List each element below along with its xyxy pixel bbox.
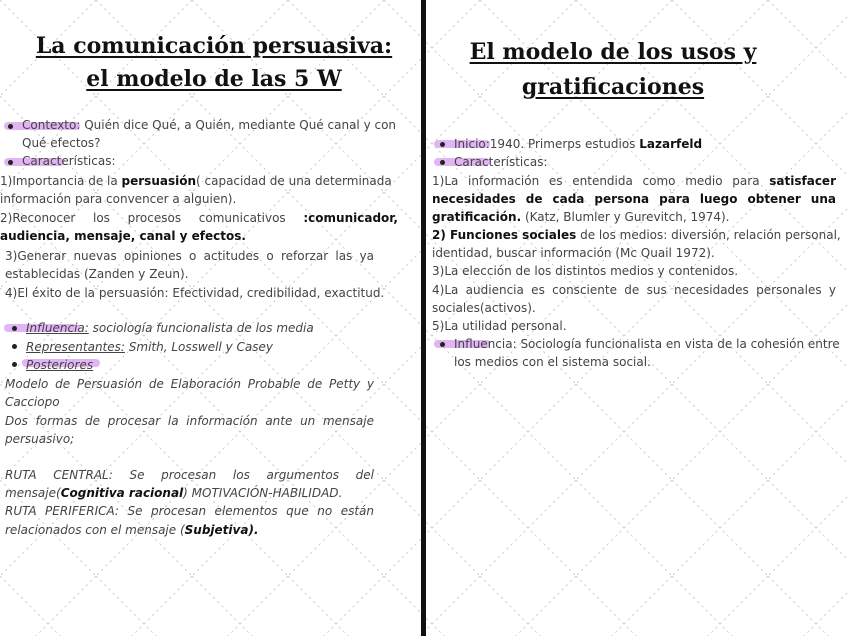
ruta-periferica-line-2 (5, 521, 259, 539)
right-punto-2-bold: Funciones sociales (450, 228, 577, 242)
inicio-item (454, 135, 702, 153)
right-punto-5: 5)La utilidad personal. (432, 319, 567, 333)
right-punto-2-line-2: identidad, buscar información (Mc Quail 1972). (432, 246, 715, 260)
left-title-line-1: La comunicación persuasiva: (35, 33, 393, 59)
inicio-bold: Lazarfeld (639, 137, 703, 151)
ruta-periferica-bold: Subjetiva). (184, 523, 259, 537)
right-punto-2-num: 2) (432, 228, 451, 242)
right-title-line-2: gratificaciones (521, 74, 705, 100)
bullet-icon (440, 342, 445, 347)
influencia-label: Influencia: (26, 321, 89, 335)
punto-1-text-a: 1)Importancia de la (0, 174, 122, 188)
punto-3: 3)Generar nuevas opiniones o actitudes o reforzar las ya (5, 249, 374, 263)
ruta-central-line-1: RUTA CENTRAL: Se procesan los argumentos del (5, 468, 374, 482)
right-punto-4-line-2: sociales(activos). (432, 301, 536, 315)
posteriores-item: Posteriores (26, 358, 94, 372)
punto-2-line-2: audiencia, mensaje, canal y efectos. (0, 229, 246, 243)
ruta-periferica-line-1: RUTA PERIFERICA: Se procesan elementos que no están (5, 504, 374, 518)
right-punto-3: 3)La elección de los distintos medios y contenidos. (432, 264, 739, 278)
left-title-line-2: el modelo de las 5 W (86, 66, 342, 92)
contexto-line-2: Qué efectos? (22, 136, 101, 150)
modelo-line-2: Cacciopo (5, 395, 60, 409)
bullet-icon (12, 326, 17, 331)
right-punto-2 (432, 226, 841, 244)
ruta-periferica-text-a: relacionados con el mensaje ( (5, 523, 185, 537)
right-punto-1-bold: satisfacer (769, 174, 836, 188)
right-title (432, 35, 794, 105)
influencia-text: sociología funcionalista de los media (88, 321, 314, 335)
right-punto-1-text-a: 1)La información es entendida como medio para (432, 174, 770, 188)
punto-4: 4)El éxito de la persuasión: Efectividad, credibilidad, exactitud. (5, 286, 385, 300)
punto-2 (0, 209, 398, 227)
punto-2-text-a: 2)Reconocer los procesos comunicativos (0, 211, 304, 225)
right-punto-1 (432, 172, 836, 190)
right-punto-1-bold-2: gratificación. (432, 210, 522, 224)
representantes-item (26, 338, 273, 356)
influencia-item (26, 319, 314, 337)
right-punto-2-text: de los medios: diversión, relación personal, (576, 228, 841, 242)
punto-1-line-2: información para convencer a alguien). (0, 192, 237, 206)
ruta-central-text-c: ) MOTIVACIÓN-HABILIDAD. (183, 486, 343, 500)
punto-1-bold: persuasión (121, 174, 197, 188)
representantes-label: Representantes: (26, 340, 125, 354)
right-influencia-line-2: los medios con el sistema social. (454, 355, 651, 369)
ruta-central-line-2 (5, 484, 342, 502)
right-punto-1-citation: (Katz, Blumler y Gurevitch, 1974). (521, 210, 730, 224)
right-punto-4: 4)La audiencia es consciente de sus necesidades personales y (432, 283, 836, 297)
punto-1 (0, 172, 392, 190)
bullet-icon (8, 124, 13, 129)
dos-formas-line-1: Dos formas de procesar la información ante un mensaje (5, 414, 374, 428)
bullet-icon (440, 142, 445, 147)
punto-2-bold: :comunicador, (303, 211, 398, 225)
contexto-line-1: Contexto: Quién dice Qué, a Quién, mediante Qué canal y con (22, 118, 397, 132)
ruta-central-text-a: mensaje( (5, 486, 61, 500)
caracteristicas-label: Características: (22, 154, 116, 168)
bullet-icon (440, 160, 445, 165)
right-influencia-line-1: Influencia: Sociología funcionalista en vista de la cohesión entre (454, 337, 840, 351)
punto-1-text-c: ( capacidad de una determinada (196, 174, 392, 188)
left-title (0, 30, 428, 96)
right-punto-1-line-3 (432, 208, 730, 226)
right-column (432, 0, 841, 636)
left-column (0, 0, 412, 636)
ruta-central-bold: Cognitiva racional (60, 486, 184, 500)
punto-3-line-2: establecidas (Zanden y Zeun). (5, 267, 189, 281)
bullet-icon (12, 344, 17, 349)
representantes-text: Smith, Losswell y Casey (124, 340, 273, 354)
bullet-icon (8, 160, 13, 165)
dos-formas-line-2: persuasivo; (5, 432, 75, 446)
right-title-line-1: El modelo de los usos y (469, 39, 757, 65)
right-punto-1-line-2: necesidades de cada persona para luego obtener una (432, 192, 836, 206)
modelo-line-1: Modelo de Persuasión de Elaboración Probable de Petty y (5, 377, 374, 391)
inicio-text: Inicio:1940. Primerps estudios (454, 137, 640, 151)
bullet-icon (12, 362, 17, 367)
caracteristicas-label-right: Características: (454, 155, 548, 169)
